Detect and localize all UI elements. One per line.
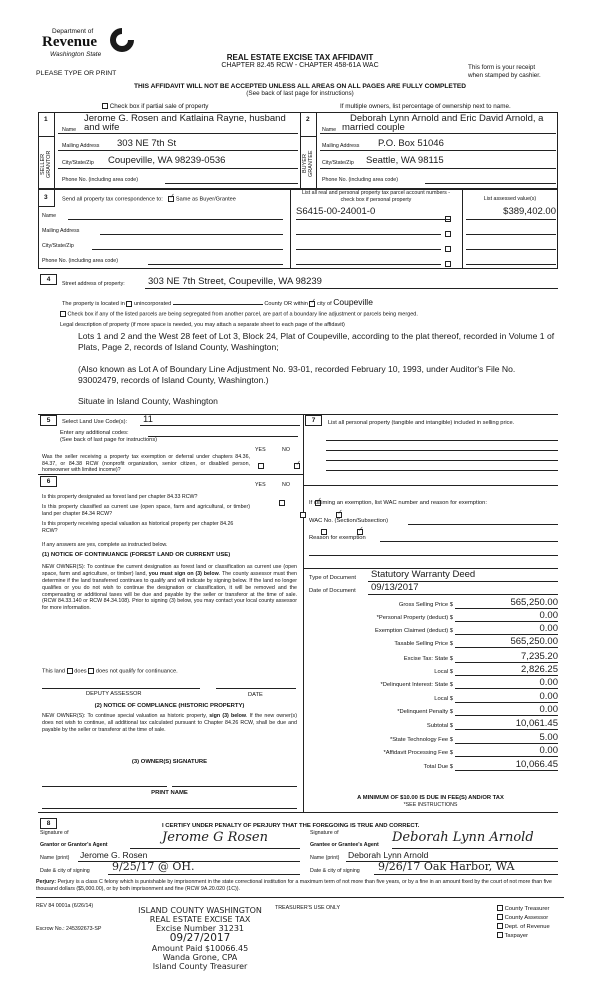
amount-row — [303, 677, 558, 691]
seller-city-label: City/State/Zip — [62, 160, 94, 166]
owner-signature-title: (3) OWNER(S) SIGNATURE — [131, 759, 208, 765]
personal-property-line[interactable] — [326, 450, 558, 451]
copy-item — [497, 914, 550, 923]
acceptance-warning: THIS AFFIDAVIT WILL NOT BE ACCEPTED UNLESS ALL AREAS ON ALL PAGES ARE FULLY COMPLETED — [133, 83, 467, 90]
please-type: PLEASE TYPE OR PRINT — [36, 70, 117, 77]
same-as-buyer-checkbox[interactable] — [168, 196, 174, 202]
parcel-row — [296, 221, 556, 235]
owner-signature-line-2[interactable] — [172, 786, 297, 787]
grantee-date-field[interactable]: 9/26/17 Oak Harbor, WA — [378, 860, 515, 873]
seller-name-label: Name — [62, 127, 77, 133]
amount-row — [303, 636, 558, 650]
personal-property-line[interactable] — [326, 470, 558, 471]
doc-type-label: Type of Document — [309, 575, 357, 581]
seller-mailing-field[interactable]: 303 NE 7th St — [117, 138, 177, 149]
stamp-treasurer-name: Wanda Grone, CPA — [162, 952, 238, 962]
exemption-reason-field[interactable] — [380, 541, 558, 542]
grantor-date-label: Date & city of signing — [40, 868, 90, 874]
amount-value[interactable]: 0.00 — [455, 677, 558, 689]
buyer-side-label: BUYER GRANTEE — [302, 150, 315, 178]
treasurer-stamp — [115, 907, 285, 971]
historic-no-checkbox[interactable] — [357, 529, 363, 535]
notice-emphasis: sign (3) below — [209, 713, 247, 719]
buyer-phone-field[interactable] — [425, 183, 556, 184]
form-title: REAL ESTATE EXCISE TAX AFFIDAVIT — [226, 53, 374, 62]
partial-sale-label: Check box if partial sale of property — [109, 103, 209, 110]
amount-row — [303, 745, 558, 759]
seller-city-field[interactable]: Coupeville, WA 98239-0536 — [108, 155, 226, 166]
corr-phone-label: Phone No. (including area code) — [42, 258, 118, 264]
amount-value[interactable]: 0.00 — [455, 745, 558, 757]
buyer-city-field[interactable]: Seattle, WA 98115 — [366, 155, 444, 166]
amount-value[interactable]: 5.00 — [455, 732, 558, 744]
grantor-name-field[interactable]: Jerome G. Rosen — [80, 850, 148, 860]
notice-continuance-title: (1) NOTICE OF CONTINUANCE (FOREST LAND OR CURRENT USE) — [42, 552, 231, 558]
amount-value[interactable]: 0.00 — [455, 691, 558, 703]
copy-checkbox[interactable] — [497, 905, 503, 911]
exemption-yes-checkbox[interactable] — [258, 463, 264, 469]
stamp-excise-number: Excise Number 31231 — [155, 923, 245, 933]
see-back-note: (See back of last page for instructions) — [246, 90, 354, 97]
amount-row — [303, 718, 558, 732]
grantee-agent-label: Grantee or Grantee's Agent — [310, 842, 379, 848]
perjury-text: Perjury is a class C felony which is punishable by imprisonment in the state correctional institution for a maximum term of not more than five years, or by a fine in an amount fixed by the court of not more than five thousand dollars ($5,000.00), or by both imprisonment and fine (RCW 9A.20.020 (1C)). — [36, 879, 552, 892]
amount-row — [303, 664, 558, 678]
legal-paragraph: Situate in Island County, Washington — [78, 396, 218, 407]
section-3-number: 3 — [44, 194, 48, 201]
corr-name-label: Name — [42, 213, 57, 219]
copy-distribution — [497, 905, 550, 941]
treasurer-use-only: TREASURER'S USE ONLY — [275, 905, 341, 911]
amount-label: Excise Tax: State $ — [403, 656, 453, 662]
personal-property-line[interactable] — [326, 460, 558, 461]
amount-value[interactable]: 10,061.45 — [455, 718, 558, 730]
unincorporated-label: unincorporated — [133, 301, 172, 307]
seller-name-line1: Jerome G. Rosen and Katlaina Rayne, husband — [84, 113, 286, 124]
logo-text-state: Washington State — [50, 51, 102, 58]
multiple-owners-note: If multiple owners, list percentage of ownership next to name. — [340, 103, 511, 110]
seller-side-label: SELLER GRANTOR — [40, 150, 53, 178]
notice-text: To continue the current designation as forest land or classification as current use (open space, farm and agriculture, or timber) land, — [42, 564, 297, 577]
additional-codes-field[interactable] — [148, 436, 298, 437]
notice-text: To continue special valuation as historic property, — [87, 713, 207, 719]
forest-yes-checkbox[interactable] — [279, 500, 285, 506]
copy-item — [497, 923, 550, 932]
buyer-mailing-label: Mailing Address — [322, 143, 360, 149]
wac-label: WAC No. (Section/Subsection) — [309, 518, 389, 524]
escrow-label: Escrow No.: — [36, 926, 65, 932]
see-instructions-note: *SEE INSTRUCTIONS — [403, 802, 458, 808]
amount-row — [303, 691, 558, 705]
receipt-note-2: when stamped by cashier. — [468, 71, 541, 79]
print-name-line[interactable] — [42, 808, 297, 809]
amount-label: Exemption Claimed (deduct) $ — [375, 628, 453, 634]
corr-mailing-label: Mailing Address — [42, 228, 80, 234]
forest-land-question: Is this property designated as forest land per chapter 84.33 RCW? — [42, 494, 198, 500]
stamp-tax: REAL ESTATE EXCISE TAX — [149, 914, 251, 924]
additional-codes-note: (See back of last page for instructions) — [60, 437, 158, 443]
exemption-question: Was the seller receiving a property tax exemption or deferral under chapters 84.36, 84.37, or 84.38 RCW (nonprofit organization, senior citizen, or disabled person, homeowner with limited income)? — [42, 454, 250, 474]
form-revision: REV 84 0001a (6/26/14) — [36, 903, 94, 909]
amount-label: Gross Selling Price $ — [398, 602, 453, 608]
corr-city-label: City/State/Zip — [42, 243, 74, 249]
owner-signature-line[interactable] — [42, 786, 167, 787]
personal-property-label: List all personal property (tangible and intangible) included in selling price. — [328, 420, 515, 426]
parcel-number[interactable] — [296, 264, 441, 265]
notice-text: . If the new owner(s) does not wish to continue, all additional tax calculated pursuant to Chapter 84.26 RCW, shall be due and payable by the seller or transferor at the time of sale. — [42, 713, 297, 733]
amount-value[interactable]: 7,235.20 — [455, 651, 558, 663]
section-7-number: 7 — [305, 415, 322, 426]
parcel-number[interactable] — [296, 249, 441, 250]
corr-phone-field[interactable] — [148, 264, 283, 265]
amount-row — [303, 704, 558, 718]
corr-city-field[interactable] — [92, 249, 283, 250]
qualify-row — [42, 668, 178, 676]
seller-phone-label: Phone No. (including area code) — [62, 177, 138, 183]
assessor-date-label: DATE — [248, 692, 263, 698]
stamp-amount-paid: Amount Paid $10066.45 — [151, 943, 249, 953]
amount-row — [303, 597, 558, 611]
grantor-agent-label: Grantor or Grantor's Agent — [40, 842, 108, 848]
segregated-label: Check box if any of the listed parcels are being segregated from another parcel, are part of a boundary line adjustment or parcels being merged. — [67, 311, 418, 318]
notice-lead: NEW OWNER(S): — [42, 713, 86, 719]
assessor-date-line[interactable] — [216, 688, 296, 689]
yes-header: YES — [255, 482, 266, 488]
land-use-field[interactable]: 11 — [143, 414, 153, 425]
exemption-reason-field-2[interactable] — [309, 555, 558, 556]
located-label: The property is located in — [62, 301, 125, 307]
amount-label: *Delinquent Interest: State $ — [380, 682, 453, 688]
copy-checkbox[interactable] — [497, 914, 503, 920]
copy-checkbox[interactable] — [497, 923, 503, 929]
buyer-city-label: City/State/Zip — [322, 160, 354, 166]
segregated-checkbox[interactable] — [60, 311, 66, 317]
historic-yes-checkbox[interactable] — [321, 529, 327, 535]
logo-text-revenue: Revenue — [42, 34, 97, 50]
parcel-row — [296, 251, 556, 265]
minimum-due-note: A MINIMUM OF $10.00 IS DUE IN FEE(S) AND/OR TAX — [357, 795, 504, 801]
amount-row — [303, 732, 558, 746]
buyer-name-field[interactable]: married couple — [342, 122, 405, 133]
exemption-reason-label: Reason for exemption — [309, 535, 366, 541]
seller-mailing-label: Mailing Address — [62, 143, 100, 149]
parcel-number[interactable]: S6415-00-24001-0 — [296, 206, 376, 217]
amount-value[interactable]: 565,250.00 — [455, 636, 558, 648]
no-header: NO — [282, 482, 290, 488]
stamp-county: ISLAND COUNTY WASHINGTON — [138, 906, 262, 915]
notice-continuance-text — [42, 564, 297, 612]
parcel-row — [296, 236, 556, 250]
grantor-name-label: Name (print) — [40, 855, 70, 861]
copy-label: Taxpayer — [504, 932, 529, 939]
receipt-note: This form is your receipt — [468, 64, 536, 71]
notice-compliance-text — [42, 713, 297, 734]
partial-sale-checkbox[interactable] — [102, 103, 108, 109]
section-6-number: 6 — [40, 476, 57, 487]
buyer-name-label: Name — [322, 127, 337, 133]
parcel-row — [296, 206, 556, 220]
section-8-number: 8 — [40, 818, 57, 829]
escrow-row — [36, 926, 101, 933]
send-correspondence-row — [62, 196, 236, 203]
amount-value[interactable]: 10,066.45 — [455, 759, 558, 771]
county-or-within-label: County OR within — [264, 301, 308, 307]
amount-label: *Affidavit Processing Fee $ — [383, 750, 453, 756]
assessed-value[interactable]: $389,402.00 — [503, 206, 556, 217]
notice-emphasis: you must sign on (3) below — [148, 570, 219, 577]
legal-paragraph: (Also known as Lot A of Boundary Line Adjustment No. 93-01, recorded February 10, 1993, under Auditor's File No. 93002479, records of Island County, Washington.) — [78, 363, 516, 386]
certify-statement: I CERTIFY UNDER PENALTY OF PERJURY THAT THE FOREGOING IS TRUE AND CORRECT. — [162, 823, 420, 829]
section-4-number: 4 — [40, 274, 57, 285]
grantor-signature[interactable]: Jerome G Rosen — [162, 830, 268, 845]
same-as-buyer-label: Same as Buyer/Grantee — [175, 196, 236, 203]
parcel-number[interactable] — [296, 234, 441, 235]
property-location-row — [62, 297, 373, 308]
amount-value[interactable]: 0.00 — [455, 610, 558, 622]
city-field[interactable]: Coupeville — [333, 297, 373, 307]
grantee-date-label: Date & city of signing — [310, 868, 360, 874]
amount-value[interactable]: 0.00 — [455, 623, 558, 635]
amount-value[interactable]: 565,250.00 — [455, 597, 558, 609]
amount-row — [303, 623, 558, 637]
street-address-field[interactable]: 303 NE 7th Street, Coupeville, WA 98239 — [148, 276, 322, 287]
assessed-value[interactable] — [466, 264, 556, 265]
amount-label: *Personal Property (deduct) $ — [376, 615, 453, 621]
grantee-name-field[interactable]: Deborah Lynn Arnold — [348, 850, 429, 860]
amount-label: Taxable Selling Price $ — [394, 641, 453, 647]
wac-number-field[interactable] — [408, 524, 558, 525]
personal-property-checkbox[interactable] — [445, 261, 451, 267]
amount-row — [303, 759, 558, 773]
city-checkbox[interactable] — [309, 301, 315, 307]
amount-label: *Delinquent Penalty $ — [397, 709, 453, 715]
grantee-sig-label: Signature of — [310, 830, 339, 836]
logo-text-dept: Department of — [52, 28, 94, 35]
segregated-row — [60, 311, 418, 318]
exemption-no-checkbox[interactable] — [294, 463, 300, 469]
send-correspondence-label: Send all property tax correspondence to: — [62, 196, 163, 203]
dor-logo — [40, 28, 140, 68]
amount-label: *State Technology Fee $ — [389, 737, 453, 743]
section-5-number: 5 — [40, 415, 57, 426]
notice-text: . The county assessor must then determine if the land transferred continues to qualify and will indicate by signing below. If the land no longer qualifies or you do not wish to continue the designation or classification, it will be removed and the compensating or additional taxes will be due and payable by the seller or transferor at the time of sale. (RCW 84.33.140 or RCW 84.34.108). Prior to signing (3) below, you may contact your local county assessor for more information. — [42, 570, 297, 612]
notice-lead: NEW OWNER(S): — [42, 564, 86, 570]
buyer-name-line1: Deborah Lynn Arnold and Eric David Arnold, a — [350, 113, 544, 124]
grantor-date-field[interactable]: 9/25/17 @ OH. — [112, 860, 195, 873]
legal-description[interactable] — [78, 331, 558, 408]
copy-item — [497, 932, 550, 941]
seller-phone-field[interactable] — [165, 183, 298, 184]
section-1-number: 1 — [44, 116, 48, 123]
corr-name-field[interactable] — [68, 219, 283, 220]
corr-mailing-field[interactable] — [100, 234, 283, 235]
assessed-value[interactable] — [466, 234, 556, 235]
no-header: NO — [282, 447, 290, 453]
if-yes-note: If any answers are yes, complete as instructed below. — [42, 542, 168, 548]
street-address-label: Street address of property: — [62, 281, 125, 287]
grantor-sig-label: Signature of — [40, 830, 69, 836]
copy-label: Dept. of Revenue — [504, 923, 550, 930]
doc-type-field[interactable]: Statutory Warranty Deed — [371, 569, 476, 580]
personal-property-line[interactable] — [326, 440, 558, 441]
city-of-label: city of — [317, 301, 332, 307]
exemption-intro: If claiming an exemption, list WAC number and reason for exemption: — [309, 500, 487, 506]
section-2-number: 2 — [306, 116, 310, 123]
escrow-number: 245392673-SP — [66, 926, 102, 932]
amount-row — [303, 610, 558, 624]
qualify-does-checkbox[interactable] — [67, 668, 73, 674]
grantee-signature[interactable]: Deborah Lynn Arnold — [392, 830, 534, 845]
current-use-question: Is this property classified as current use (open space, farm and agricultural, or timber) land per chapter 84.34 RCW? — [42, 504, 250, 517]
unincorporated-checkbox[interactable] — [126, 301, 132, 307]
legal-paragraph: Lots 1 and 2 and the West 28 feet of Lot 3, Block 24, Plat of Coupeville, according to the plat thereof, recorded in Volume 1 of Plats, Page 2, records of Island County, Washington; — [78, 331, 555, 353]
qualify-does-not-checkbox[interactable] — [88, 668, 94, 674]
historic-question: Is this property receiving special valuation as historical property per chapter 84.26 RCW? — [42, 521, 234, 534]
qualify-does-not-label: does not qualify for continuance. — [95, 668, 178, 675]
parcel-header: List all real and personal property tax parcel account numbers - check box if personal property — [301, 190, 451, 203]
assessed-header: List assessed value(s) — [483, 196, 537, 202]
amount-label: Subtotal $ — [426, 723, 453, 729]
amount-label: Local $ — [434, 696, 453, 702]
buyer-mailing-field[interactable]: P.O. Box 51046 — [378, 138, 444, 149]
copy-checkbox[interactable] — [497, 932, 503, 938]
notice-compliance-title: (2) NOTICE OF COMPLIANCE (HISTORIC PROPERTY) — [94, 703, 245, 709]
seller-name-field[interactable]: and wife — [84, 122, 120, 133]
deputy-assessor-signature-line[interactable] — [42, 688, 200, 689]
qualify-label: This land — [42, 668, 66, 675]
grantee-name-label: Name (print) — [310, 855, 340, 861]
doc-date-field[interactable]: 09/13/2017 — [371, 582, 419, 593]
stamp-date: 09/27/2017 — [169, 932, 231, 945]
county-field[interactable] — [173, 304, 263, 305]
amount-value[interactable]: 2,826.25 — [455, 664, 558, 676]
assessed-value[interactable] — [466, 249, 556, 250]
additional-codes-label: Enter any additional codes: — [60, 430, 129, 436]
legal-description-label: Legal description of property (if more space is needed, you may attach a separate sheet to each page of the affidavit) — [60, 322, 345, 328]
doc-date-label: Date of Document — [309, 588, 356, 594]
perjury-lead: Perjury: — [36, 879, 57, 885]
print-name-label: PRINT NAME — [151, 790, 188, 796]
amount-label: Total Due $ — [423, 764, 453, 770]
land-use-label: Select Land Use Code(s): — [62, 419, 128, 425]
amount-label: Local $ — [434, 669, 453, 675]
dor-swirl-icon — [108, 26, 136, 54]
current-use-no-checkbox[interactable] — [336, 512, 342, 518]
buyer-phone-label: Phone No. (including area code) — [322, 177, 398, 183]
current-use-yes-checkbox[interactable] — [300, 512, 306, 518]
copy-label: County Treasurer — [504, 906, 550, 912]
deputy-assessor-label: DEPUTY ASSESSOR — [86, 691, 142, 697]
copy-label: County Assessor — [504, 914, 549, 921]
amount-row — [303, 651, 558, 665]
partial-sale-row — [102, 103, 208, 111]
stamp-treasurer-title: Island County Treasurer — [152, 961, 248, 971]
copy-item — [497, 905, 550, 914]
qualify-does-label: does — [74, 668, 87, 675]
amount-value[interactable]: 0.00 — [455, 704, 558, 716]
yes-header: YES — [255, 447, 266, 453]
perjury-notice — [36, 879, 564, 893]
form-subtitle: CHAPTER 82.45 RCW - CHAPTER 458-61A WAC — [221, 62, 379, 69]
